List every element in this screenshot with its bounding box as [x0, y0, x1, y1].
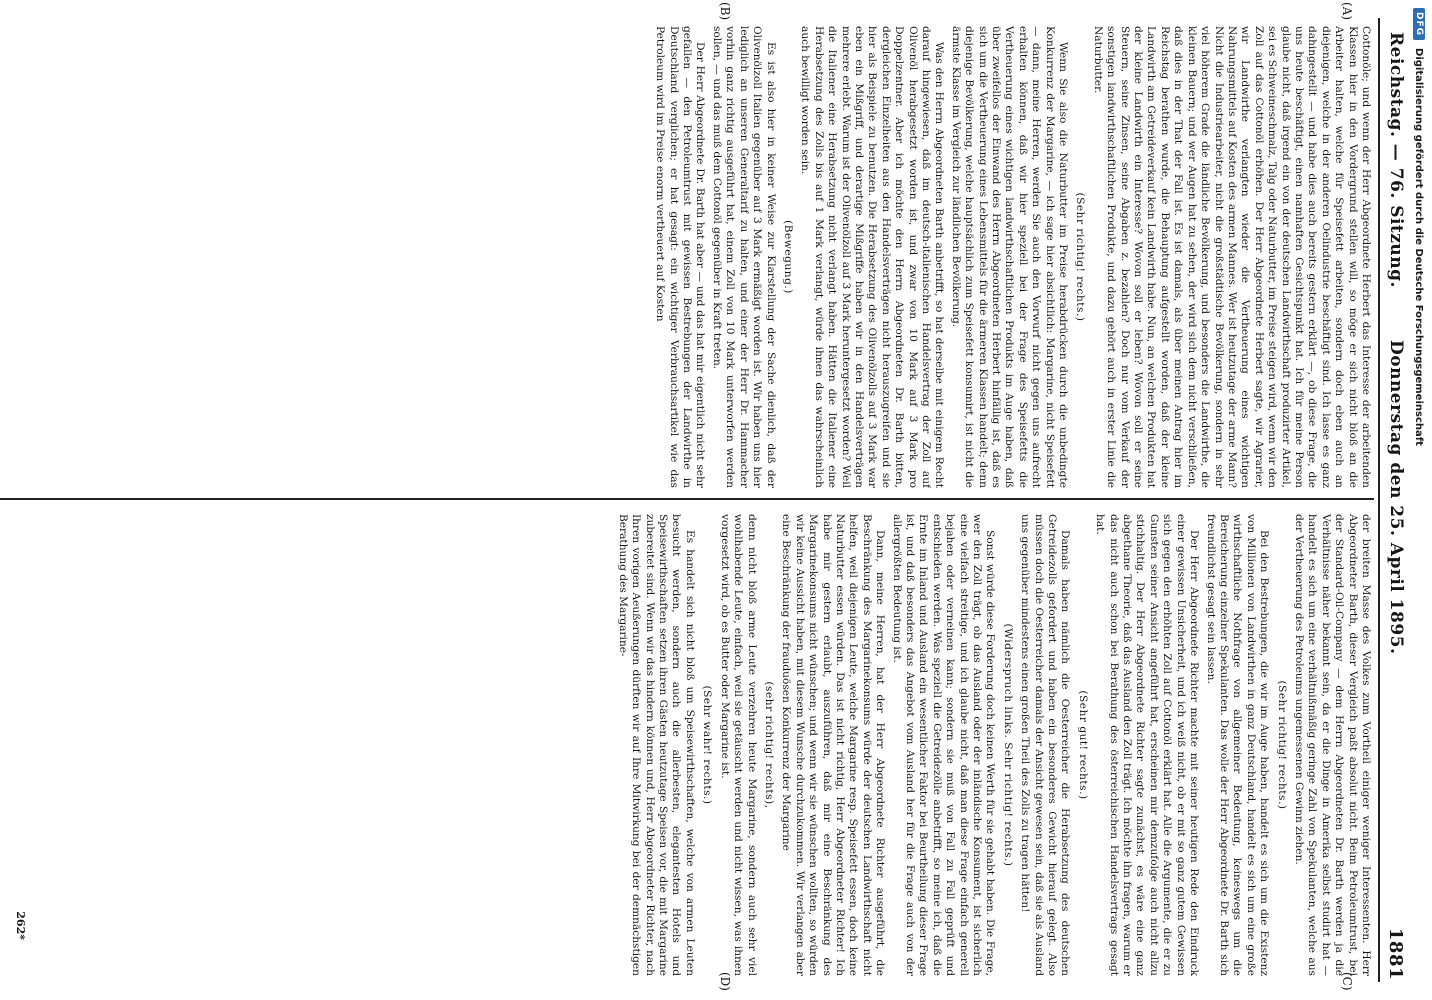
paragraph: der breiten Masse des Volkes zum Vortheil einiger weniger Interessenten. Herr Abgeordneter Barth, dieser Vergleich paßt absolut nicht. Beim Petroleumtrust, bei der Standard-Oil-Company — dem Herrn Abgeordneten Dr. Barth werden ja die Verhältnisse näher bekannt sein, da er die Dinge in Amerika selbst studirt hat — handelt es sich um eine verhältnißmäßig geringe Zahl von Spekulanten, welche aus der Vertheuerung des Petroleums ungemessenen Gewinn ziehen.	[1292, 514, 1372, 976]
paragraph: Der Herr Abgeordnete Dr. Barth hat aber — und das hat mir eigentlich nicht sehr gefallen — den Petroleumtrust mit gewissen Bestrebungen der Landwirthe in Deutschland verglichen; er hat gesagt: ein wichtiger Verbrauchsartikel wie das Petroleum wird im Preise enorm vertheuert auf Kosten	[654, 26, 707, 488]
header-session: Reichstag. — 76. Sitzung.	[1386, 32, 1406, 288]
margin-marker-c: (C)	[1340, 972, 1354, 991]
paragraph: Bei den Bestrebungen, die wir im Auge haben, handelt es sich um die Existenz von Millionen von Landwirthen in ganz Deutschland, handelt es sich um eine große wirthschaftliche Nothfrage von allgemeiner Bedeutung, keineswegs um die Bereicherung einzelner Spekulanten. Das wolle der Herr Abgeordnete Dr. Barth sich freundlichst gesagt sein lassen.	[1204, 514, 1271, 976]
interjection: (Sehr richtig! rechts.)	[1074, 192, 1087, 322]
margin-marker-b: (B)	[718, 2, 732, 21]
paragraph: Was den Herrn Abgeordneten Barth anbetrifft, so hat derselbe mit einigem Recht darauf hingewiesen, daß im deutsch-italienischen Handelsvertrag der Zoll auf Olivenöl herabgesetzt worden ist, und zwar von 10 Mark auf 3 Mark pro Doppelzentner. Aber ich möchte den Herrn Abgeordneten Dr. Barth bitten, dergleichen Einzelheiten aus den Handelsverträgen nicht herauszugreifen und sie hier als Beispiele zu benutzen. Die Herabsetzung des Olivenölzolls auf 3 Mark war eben ein Mißgriff, und derartige Mißgriffe haben wir in den Handelsverträgen mehrere erlebt. Warum ist der Olivenölzoll auf 3 Mark heruntergesetzt worden? Weil die Italiener eine Herabsetzung nicht verlangt haben. Hätten die Italiener eine Herabsetzung des Zolls bis auf 1 Mark verlangt, würde ihnen das wahrscheinlich auch bewilligt worden sein.	[799, 26, 946, 488]
dfg-logo: DFG	[1413, 8, 1425, 40]
interjection: (Sehr wahr! rechts.)	[701, 685, 714, 805]
paragraph: Wenn Sie also die Naturbutter im Preise herabdrücken durch die unbedingte Konkurrenz der Margarine, — ich sage hier absichtlich: Margarine, nicht Speisefett — dann, meine Herren, werden Sie auch den Vorwurf nicht gegen uns aufrecht erhalten können, daß wir hier speziell bei der Frage des Speisefetts die Vertheuerung eines wichtigen landwirthschaftlichen Produkts im Auge haben, daß über zweifellos der Einwand des Herrn Abgeordneten Herbert hinfällig ist, daß es sich um die Vertheuerung eines Lebensmittels für die ärmeren Klassen handelt; denn diejenige Bevölkerung, welche hauptsächlich zum Speisefett konsumirt, ist nicht die ärmste Klasse im Vergleich zur ländlichen Bevölkerung.	[949, 26, 1070, 488]
paragraph: Sonst würde diese Forderung doch keinen Werth für sie gehabt haben. Die Frage, wer den Zoll trägt, ob das Ausland oder der inländische Konsument, ist sicherlich eine vielfach streitige, und ich glaube nicht, daß man diese Frage einfach generell bejahen oder verneinen kann; sondern sie muß von Fall zu Fall geprüft und entschieden werden. Was speziell die Getreidezölle anbetrifft, so meine ich, daß die Ernte im Inland und Ausland ein wesentlicher Faktor bei Beurtheilung dieser Frage ist, und daß besonders das Angebot vom Ausland her für die Frage auch von der allergrößten Bedeutung ist.	[890, 514, 997, 976]
header-rule	[1378, 18, 1380, 982]
paragraph: Es ist also hier in keiner Weise zur Klarstellung der Sache dienlich, daß der Olivenölzoll Italien gegenüber auf 3 Mark ermäßigt worden ist. Wir haben uns hier lediglich an unseren Generaltarif zu halten, und einer der Herr Dr. Hammacher vorhin ganz richtig ausgeführt hat, einem Zoll von 10 Mark unterworfen werden sollen, — und das muß dem Cottonöl gegenüber in Kraft treten.	[710, 26, 777, 488]
header-date: Donnerstag den 25. April 1895.	[1386, 340, 1406, 655]
left-column	[22, 26, 1372, 488]
paragraph: Damals haben nämlich die Oesterreicher die Herabsetzung des deutschen Getreidezolls gefordert und haben ein besonderes Gewicht hierauf gelegt. Also müssen doch die Oesterreicher damals der Ansicht gewesen sein, daß sie als Ausland uns gegenüber mindestens einen großen Theil des Zolls zu tragen hätten!	[1019, 514, 1072, 976]
paragraph: Es handelt sich nicht bloß um Speisewirthschaften, welche von armen Leuten besucht werden, sondern auch die allerbesten, elegantesten Hotels und Speisewirthschaften setzen ihren Gästen heutzutage Speisen vor, die mit Margarine zubereitet sind. Wenn wir das hindern können und, Herr Abgeordneter Richter, nach Ihren vorigen Aeußerungen dürften wir auf Ihre Mitwirkung bei der demnächstigen Berathung des Margarine-	[616, 514, 696, 976]
printer-signature: 262*	[14, 911, 27, 940]
paragraph: Der Herr Abgeordnete Richter machte mit seiner heutigen Rede den Eindruck einer gewissen Unsicherheit, und ich weiß nicht, ob er mit so ganz gutem Gewissen sich gegen den erhöhten Zoll auf Cottonöl erklärt hat. Alle die Argumente, die er zu Gunsten seiner Ansicht angeführt hat, erscheinen mir demzufolge auch nicht allzu stichhaltig. Der Herr Abgeordnete Richter sagte zunächst, es wäre eine ganz abgethane Theorie, daß das Ausland den Zoll trägt. Ich möchte ihn fragen, warum er das nicht auch schon bei Berathung des österreichischen Handelsvertrags gesagt hat.	[1094, 514, 1201, 976]
interjection: (Bewegung.)	[781, 220, 794, 294]
page-number: 1881	[1385, 927, 1406, 980]
margin-marker-d: (D)	[718, 972, 732, 991]
paragraph: Cottonöle; und wenn der Herr Abgeordnete Herbert das Interesse der arbeitenden Klassen hier in den Vordergrund stellen will, so möge er sich nicht bloß an die Arbeiter halten, welche für Speisefett arbeiten, sondern doch eben auch an diejenigen, welche in der anderen Oelindustrie beschäftigt sind. Ich lasse es ganz dahingestellt — und habe dies auch bereits gestern erklärt —, ob diese Frage, die uns heute beschäftigt, einen namhaften Gesichtspunkt hat. Ich für meine Person glaube nicht, daß irgend ein von der deutschen Landwirthschaft produzirter Artikel, sei es Schweineschmalz, Talg oder Naturbutter, im Preise steigen wird, wenn wir den Zoll auf das Cottonöl erhöhen. Der Herr Abgeordnete Herbert sagte, wir Agrarier, wir Landwirthe verlangten wieder die Vertheuerung eines wichtigen Nahrungsmittels auf Kosten des armen Mannes. Wer ist heutzutage der arme Mann? Nicht die Industriearbeiter, nicht die großstädtische Bevölkerung, sondern in sehr viel höherem Grade die ländliche Bevölkerung, und besonders die Landwirthe, die kleinen Bauern; und wer Augen hat zu sehen, der wird sich dem nicht verschließen, daß dies in der That der Fall ist. Es ist damals, als über meinen Antrag hier im Reichstag berathen wurde, die Behauptung aufgestellt worden, daß der kleine Landwirth am Getreideverkauf kein Landwirth habe. Nun, an welchen Produkten hat der kleine Landwirth ein Interesse? Wovon soll er leben? Wovon soll er seine Steuern, seine Zinsen, seine Abgaben z. bezahlen? Doch nur vom Verkauf der sonstigen landwirthschaftlichen Produkte, und dazu gehört auch in erster Linie die Naturbutter.	[1091, 26, 1372, 488]
right-column	[22, 514, 1372, 976]
margin-marker-a: (A)	[1340, 2, 1354, 21]
interjection: (Sehr gut! rechts.)	[1076, 690, 1089, 800]
paragraph: Dann, meine Herren, hat der Herr Abgeordnete Richter ausgeführt, die Beschränkung des Margarinekonsums würde der deutschen Landwirthschaft nicht helfen, weil diejenigen Leute, welche Margarine resp. Speisefett essen, doch keine Naturbutter essen würden. Das ist nicht richtig, Herr Abgeordneter Richter! Ich habe mir gestern erlaubt, auszuführen, daß mir eine Beschränkung des Margarinekonsums nicht wünschen; und wenn wir sie wünschen wollten, so würden wir keine Aussicht haben, mit diesem Wunsche durchzukommen. Wir verlangen aber eine Beschränkung der frauduösen Konkurrenz der Margarine	[780, 514, 887, 976]
column-rule	[0, 498, 1374, 500]
interjection: (Widerspruch links. Sehr richtig! rechts.)	[1001, 623, 1014, 867]
credit-text: Digitalisierung gefördert durch die Deutsche Forschungsgemeinschaft	[1413, 48, 1425, 446]
digitization-credit	[1408, 8, 1430, 992]
paragraph: denn nicht bloß arme Leute verzehren heute Margarine, sondern auch sehr viel wohlhabende Leute, einfach, weil sie getäuscht werden und nicht wissen, was ihnen vorgesetzt wird, ob es Butter oder Margarine ist.	[718, 514, 758, 976]
interjection: (Sehr richtig! rechts.)	[1275, 680, 1288, 810]
interjection: (sehr richtig! rechts),	[762, 681, 775, 809]
